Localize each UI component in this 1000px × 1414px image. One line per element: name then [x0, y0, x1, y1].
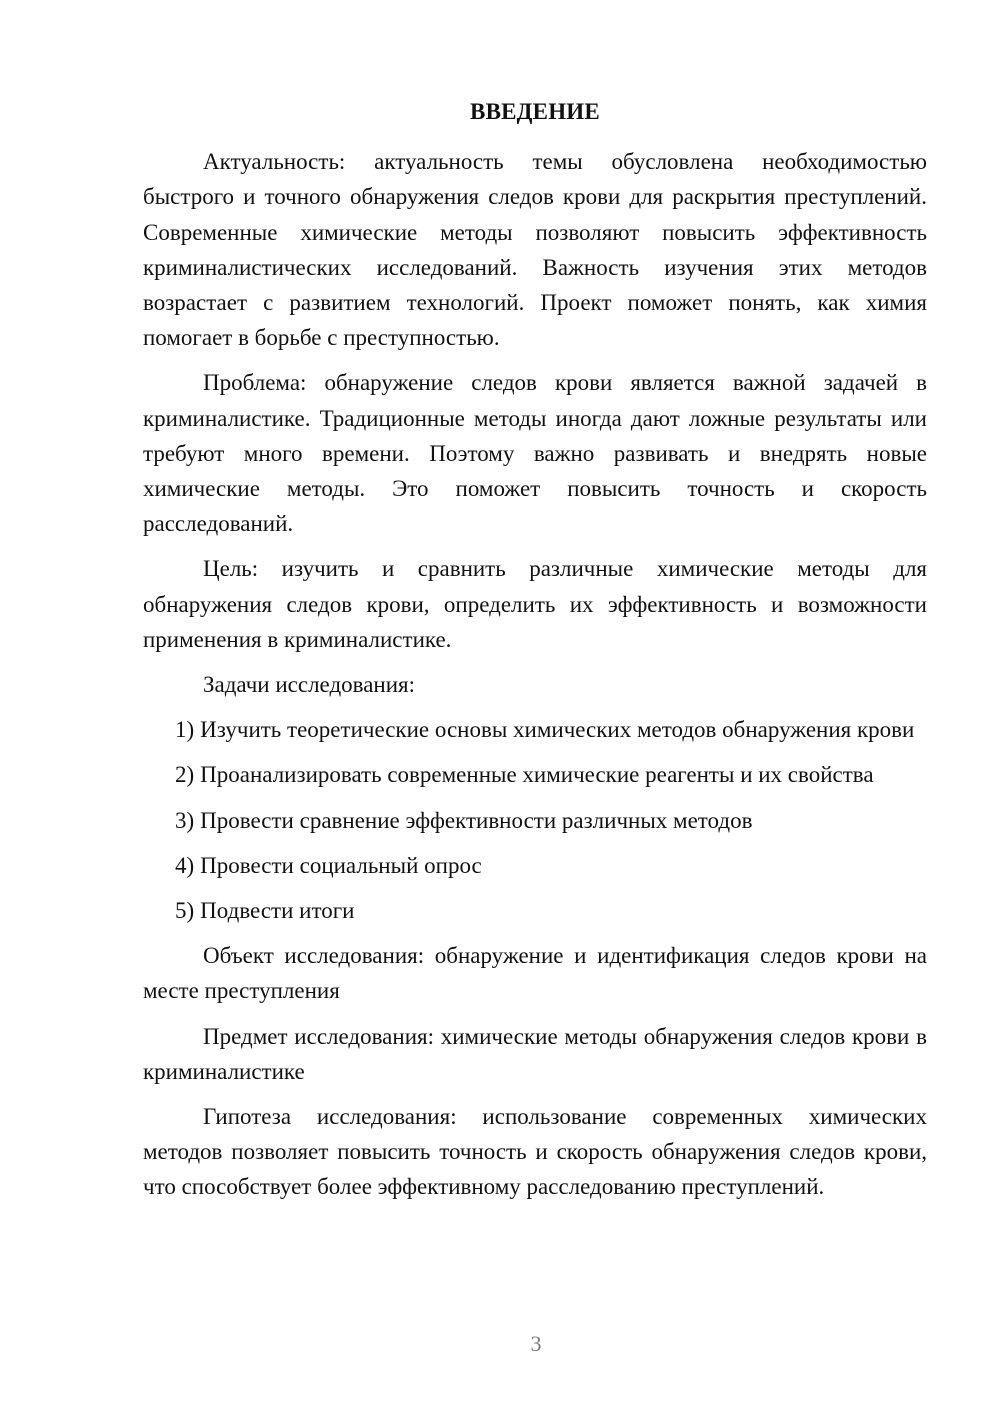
task-item-3	[143, 803, 927, 838]
hypothesis-paragraph: Гипотеза исследования: использование современных химических методов позволяет повысить точность и скорость обнаружения следов крови, что способствует более эффективному расследованию преступлений.	[143, 1104, 927, 1200]
task-item-1	[143, 712, 927, 747]
problem-paragraph: Проблема: обнаружение следов крови является важной задачей в криминалистике. Традиционные методы иногда дают ложные результаты или требуют много времени. Поэтому важно развивать и внедрять новые химические методы. Это поможет повысить точность и скорость расследований.	[143, 370, 927, 537]
task-text: Провести сравнение эффективности различных методов	[200, 807, 753, 833]
object-paragraph: Объект исследования: обнаружение и идентификация следов крови на месте преступления	[143, 943, 927, 1004]
task-number: 3)	[175, 807, 195, 833]
task-text: Изучить теоретические основы химических методов обнаружения крови	[200, 717, 915, 743]
task-number: 1)	[175, 717, 195, 743]
goal-paragraph: Цель: изучить и сравнить различные химические методы для обнаружения следов крови, определить их эффективность и возможности применения в криминалистике.	[143, 556, 927, 652]
page-number: 3	[530, 1331, 542, 1356]
relevance-paragraph: Актуальность: актуальность темы обусловлена необходимостью быстрого и точного обнаружения следов крови для раскрытия преступлений. Современные химические методы позволяют повысить эффективность криминалистических исследований. Важность изучения этих методов возрастает с развитием технологий. Проект поможет понять, как химия помогает в борьбе с преступностью.	[143, 149, 927, 351]
task-item-2	[143, 757, 927, 792]
task-item-4	[143, 848, 927, 883]
task-text: Провести социальный опрос	[200, 852, 482, 878]
tasks-heading: Задачи исследования:	[203, 672, 416, 698]
page-content	[143, 94, 927, 1215]
section-heading: ВВЕДЕНИЕ	[470, 99, 600, 124]
task-number: 2)	[175, 762, 195, 788]
task-item-5	[143, 893, 927, 928]
task-number: 5)	[175, 898, 195, 924]
task-text: Подвести итоги	[200, 898, 355, 924]
task-number: 4)	[175, 852, 195, 878]
subject-paragraph: Предмет исследования: химические методы обнаружения следов крови в криминалистике	[143, 1023, 927, 1084]
task-text: Проанализировать современные химические реагенты и их свойства	[200, 762, 874, 788]
